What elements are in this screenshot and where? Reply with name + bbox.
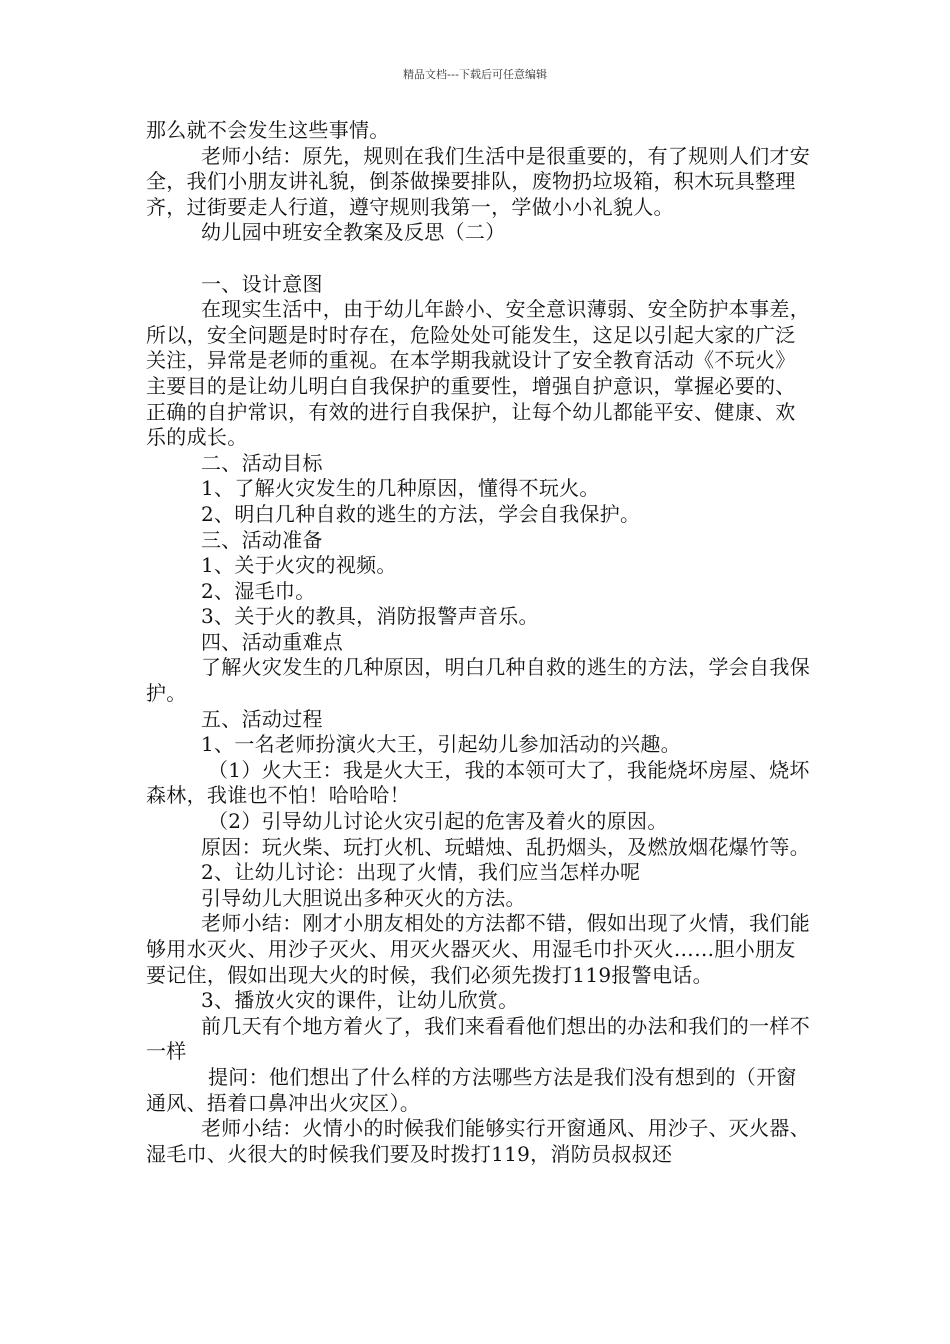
list-item: 2、湿毛巾。 [201,578,316,603]
paragraph: 那么就不会发生这些事情。 [146,118,390,142]
list-item: 3、关于火的教具，消防报警声音乐。 [201,604,539,629]
section-heading: 四、活动重难点 [201,629,344,654]
section-heading: 五、活动过程 [201,706,323,731]
paragraph: 老师小结：刚才小朋友相处的方法都不错，假如出现了火情，我们能够用水灭火、用沙子灭火、用灭火器灭火、用湿毛巾扑灭火……胆小朋友要记住，假如出现大火的时候，我们必须先拨打119报警电话。 [146,911,810,987]
paragraph: 原因：玩火柴、玩打火机、玩蜡烛、乱扔烟头，及燃放烟花爆竹等。 [201,834,810,859]
paragraph: 前几天有个地方着火了，我们来看看他们想出的办法和我们的一样不一样 [146,1013,810,1064]
paragraph: 提问：他们想出了什么样的方法哪些方法是我们没有想到的（开窗通风、捂着口鼻冲出火灾区）。 [146,1064,797,1115]
section-heading: 二、活动目标 [201,450,323,475]
list-item: 1、关于火灾的视频。 [201,553,397,578]
section-heading: 三、活动准备 [201,527,323,552]
blank-line [146,246,810,272]
list-item: 2、明白几种自救的逃生的方法，学会自我保护。 [201,501,641,526]
page-header-note: 精品文档---下载后可任意编辑 [403,68,547,81]
section-title: 幼儿园中班安全教案及反思（二） [201,220,506,245]
list-item: （1）火大王：我是火大王，我的本领可大了，我能烧坏房屋、烧坏森林，我谁也不怕！哈哈哈！ [146,757,810,808]
paragraph: 老师小结：火情小的时候我们能够实行开窗通风、用沙子、灭火器、湿毛巾、火很大的时候我们要及时拨打119，消防员叔叔还 [146,1116,810,1166]
paragraph: 了解火灾发生的几种原因，明白几种自救的逃生的方法，学会自我保护。 [146,655,810,706]
list-item: 2、让幼儿讨论：出现了火情，我们应当怎样办呢 [201,860,641,885]
paragraph: 老师小结：原先，规则在我们生活中是很重要的，有了规则人们才安全，我们小朋友讲礼貌，倒茶做操要排队，废物扔垃圾箱，积木玩具整理齐，过街要走人行道，遵守规则我第一，学做小小礼貌人。 [146,143,810,219]
list-item: 3、播放火灾的课件，让幼儿欣赏。 [201,988,519,1013]
section-heading: 一、设计意图 [201,271,323,296]
document-body [146,118,810,1167]
list-item: （2）引导幼儿讨论火灾引起的危害及着火的原因。 [208,809,668,834]
list-item: 1、一名老师扮演火大王，引起幼儿参加活动的兴趣。 [201,732,681,757]
paragraph: 在现实生活中，由于幼儿年龄小、安全意识薄弱、安全防护本事差，所以，安全问题是时时存在，危险处处可能发生，这足以引起大家的广泛关注，异常是老师的重视。在本学期我就设计了安全教育活动《不玩火》主要目的是让幼儿明白自我保护的重要性，增强自护意识，掌握必要的、正确的自护常识，有效的进行自我保护，让每个幼儿都能平安、健康、欢乐的成长。 [146,297,810,450]
paragraph: 引导幼儿大胆说出多种灭火的方法。 [201,885,526,910]
list-item: 1、了解火灾发生的几种原因，懂得不玩火。 [201,476,600,501]
